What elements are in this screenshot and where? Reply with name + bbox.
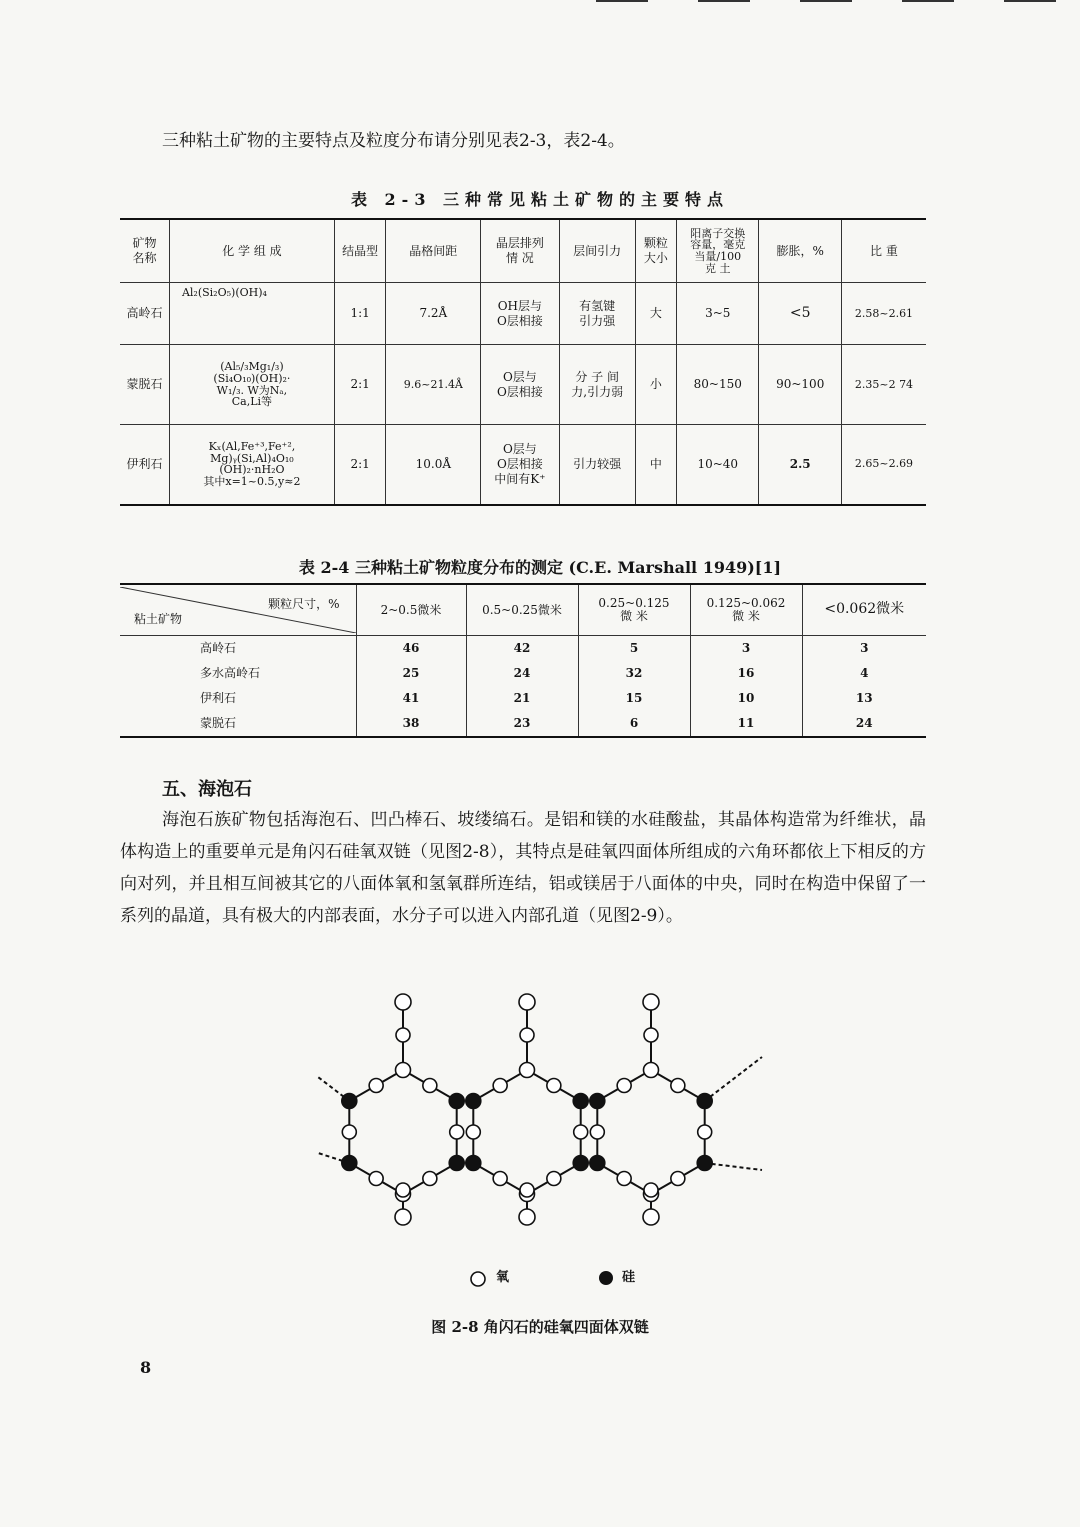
table-row [120, 345, 926, 425]
oxygen-atom [671, 1079, 685, 1093]
silicon-atom [342, 1156, 357, 1171]
table-cell: 6 [578, 711, 690, 737]
oxygen-legend-icon [469, 1270, 487, 1288]
force-cell: 有氢键 引力强 [559, 283, 635, 345]
header-swelling: 膨胀，% [759, 219, 841, 283]
header-rule [1004, 0, 1056, 2]
header-composition: 化 学 组 成 [169, 219, 334, 283]
silicon-atom [466, 1094, 481, 1109]
silicon-legend-icon [597, 1269, 615, 1287]
intro-sentence: 三种粘土矿物的主要特点及粒度分布请分别见表2-3，表2-4。 [162, 131, 625, 151]
oxygen-atom [369, 1172, 383, 1186]
oxygen-atom [396, 1028, 410, 1042]
table-cell: 24 [802, 711, 926, 737]
row-label: 伊利石 [200, 691, 237, 705]
table-cell: 15 [578, 686, 690, 711]
column-header: 2~0.5微米 [356, 584, 466, 636]
table-row [120, 686, 926, 711]
oxygen-atom [423, 1079, 437, 1093]
table-row [120, 283, 926, 345]
oxygen-atom [423, 1172, 437, 1186]
corner-top-label: 颗粒尺寸，% [268, 597, 340, 611]
gravity-cell: 2.58~2.61 [841, 283, 926, 345]
table-cell: 23 [466, 711, 578, 737]
table-row [120, 425, 926, 505]
oxygen-atom [519, 1209, 535, 1225]
table-cell: 42 [466, 636, 578, 662]
table-cell: 41 [356, 686, 466, 711]
header-exchange: 阳离子交换 容量，毫克 当量/100 克 土 [677, 219, 759, 283]
silicon-atom [590, 1156, 605, 1171]
oxygen-atom [644, 1063, 659, 1078]
table-2-3-caption: 表 2-3 三种常见粘土矿物的主要特点 [350, 190, 730, 209]
table-cell: 5 [578, 636, 690, 662]
crystal-type-cell: 2:1 [334, 425, 386, 505]
oxygen-atom [643, 994, 659, 1010]
silicon-atom [573, 1156, 588, 1171]
silicon-atom [573, 1094, 588, 1109]
silicon-atom [466, 1156, 481, 1171]
oxygen-atom [644, 1028, 658, 1042]
crystal-type-cell: 2:1 [334, 345, 386, 425]
oxygen-atom [395, 1209, 411, 1225]
table-cell: 46 [356, 636, 466, 662]
oxygen-atom [466, 1125, 480, 1139]
chain-atoms [342, 994, 712, 1225]
header-gravity: 比 重 [841, 219, 926, 283]
oxygen-atom [493, 1079, 507, 1093]
column-header: 0.125~0.062 微 米 [690, 584, 802, 636]
silicon-atom [590, 1094, 605, 1109]
table-cell: 21 [466, 686, 578, 711]
bond-line [705, 1163, 762, 1170]
oxygen-atom [396, 1063, 411, 1078]
exchange-cell: 10~40 [677, 425, 759, 505]
table-cell: 10 [690, 686, 802, 711]
table-2-4 [120, 583, 926, 738]
crystal-type-cell: 1:1 [334, 283, 386, 345]
legend-silicon-label: 硅 [622, 1270, 636, 1285]
composition-cell: Kₓ(Al,Fe⁺³,Fe⁺², Mg)ᵧ(Si,Al)₄O₁₀ (OH)₂·nH₂O 其中x=1~0.5,y≈2 [169, 425, 334, 505]
table-cell: 16 [690, 661, 802, 686]
row-label: 多水高岭石 [200, 666, 261, 680]
legend-oxygen-label: 氧 [496, 1270, 510, 1285]
table-2-3-header [120, 219, 926, 283]
silicon-atom [449, 1094, 464, 1109]
oxygen-atom [396, 1183, 410, 1197]
oxygen-atom [395, 994, 411, 1010]
header-arrangement: 晶层排列 情 况 [481, 219, 559, 283]
bond-line [705, 1057, 762, 1101]
header-rule [698, 0, 750, 2]
particle-cell: 大 [635, 283, 676, 345]
exchange-cell: 3~5 [677, 283, 759, 345]
spacing-cell: 9.6~21.4Å [386, 345, 481, 425]
oxygen-atom [342, 1125, 356, 1139]
header-rule [596, 0, 648, 2]
table-row [120, 661, 926, 686]
table-cell: 3 [802, 636, 926, 662]
mineral-name: 蒙脱石 [120, 345, 169, 425]
double-chain-diagram [310, 985, 770, 1240]
header-force: 层间引力 [559, 219, 635, 283]
oxygen-atom [519, 994, 535, 1010]
page-number: 8 [140, 1358, 152, 1377]
oxygen-atom [617, 1079, 631, 1093]
header-mineral: 矿物 名称 [132, 236, 157, 265]
gravity-cell: 2.35~2 74 [841, 345, 926, 425]
particle-cell: 中 [635, 425, 676, 505]
force-cell: 引力较强 [559, 425, 635, 505]
header-rule [902, 0, 954, 2]
table-cell: 38 [356, 711, 466, 737]
row-label: 蒙脱石 [200, 716, 237, 730]
oxygen-atom [644, 1183, 658, 1197]
column-header: 0.25~0.125 微 米 [578, 584, 690, 636]
swelling-cell: 90~100 [759, 345, 841, 425]
oxygen-atom [547, 1172, 561, 1186]
gravity-cell: 2.65~2.69 [841, 425, 926, 505]
table-cell: 32 [578, 661, 690, 686]
silicon-atom [449, 1156, 464, 1171]
oxygen-atom [520, 1063, 535, 1078]
arrangement-cell: OH层与 O层相接 [481, 283, 559, 345]
oxygen-atom [520, 1183, 534, 1197]
column-header: <0.062微米 [802, 584, 926, 636]
table-cell: 24 [466, 661, 578, 686]
diagonal-header-cell [120, 584, 356, 636]
table-cell: 3 [690, 636, 802, 662]
mineral-name: 伊利石 [120, 425, 169, 505]
table-cell: 13 [802, 686, 926, 711]
table-cell: 11 [690, 711, 802, 737]
table-2-3 [120, 218, 926, 506]
arrangement-cell: O层与 O层相接 中间有K⁺ [481, 425, 559, 505]
oxygen-atom [450, 1125, 464, 1139]
oxygen-atom [643, 1209, 659, 1225]
table-row [120, 636, 926, 662]
table-row [120, 711, 926, 737]
oxygen-atom [493, 1172, 507, 1186]
header-particle: 颗粒 大小 [635, 219, 676, 283]
oxygen-atom [547, 1079, 561, 1093]
spacing-cell: 7.2Å [386, 283, 481, 345]
oxygen-atom [617, 1172, 631, 1186]
silicon-atom [697, 1156, 712, 1171]
header-spacing: 晶格间距 [386, 219, 481, 283]
oxygen-atom [698, 1125, 712, 1139]
oxygen-atom [590, 1125, 604, 1139]
section-title: 五、海泡石 [162, 779, 252, 800]
swelling-cell: <5 [759, 283, 841, 345]
table-2-4-caption: 表 2-4 三种粘土矿物粒度分布的测定 (C.E. Marshall 1949)[1] [298, 558, 782, 577]
swelling-cell: 2.5 [759, 425, 841, 505]
force-cell: 分 子 间 力,引力弱 [559, 345, 635, 425]
silicon-atom [342, 1094, 357, 1109]
spacing-cell: 10.0Å [386, 425, 481, 505]
figure-caption: 图 2-8 角闪石的硅氧四面体双链 [431, 1318, 649, 1336]
column-header: 0.5~0.25微米 [466, 584, 578, 636]
row-label: 高岭石 [200, 641, 237, 655]
oxygen-atom [520, 1028, 534, 1042]
silicon-atom [697, 1094, 712, 1109]
composition-cell: Al₂(Si₂O₅)(OH)₄ [169, 283, 334, 345]
body-paragraph: 海泡石族矿物包括海泡石、凹凸棒石、坡缕缟石。是铝和镁的水硅酸盐，其晶体构造常为纤维状，晶体构造上的重要单元是角闪石硅氧双链（见图2-8），其特点是硅氧四面体所组成的六角环都依上下相反的方向对列，并且相互间被其它的八面体氧和氢氧群所连结，铝或镁居于八面体的中央，同时在构造中保留了一系列的晶道，具有极大的内部表面，水分子可以进入内部孔道（见图2-9）。 [120, 810, 926, 926]
table-cell: 4 [802, 661, 926, 686]
table-2-4-header [120, 584, 926, 636]
corner-bottom-label: 粘土矿物 [134, 612, 183, 626]
table-cell: 25 [356, 661, 466, 686]
header-rule [800, 0, 852, 2]
chain-bonds [318, 1000, 762, 1217]
exchange-cell: 80~150 [677, 345, 759, 425]
arrangement-cell: O层与 O层相接 [481, 345, 559, 425]
mineral-name: 高岭石 [120, 283, 169, 345]
oxygen-atom [574, 1125, 588, 1139]
oxygen-atom [369, 1079, 383, 1093]
composition-cell: (Al₅/₃Mg₁/₃) (Si₄O₁₀)(OH)₂· W₁/₃. W为Nₐ, Ca,Li等 [169, 345, 334, 425]
header-crystal-type: 结晶型 [334, 219, 386, 283]
particle-cell: 小 [635, 345, 676, 425]
oxygen-atom [671, 1172, 685, 1186]
